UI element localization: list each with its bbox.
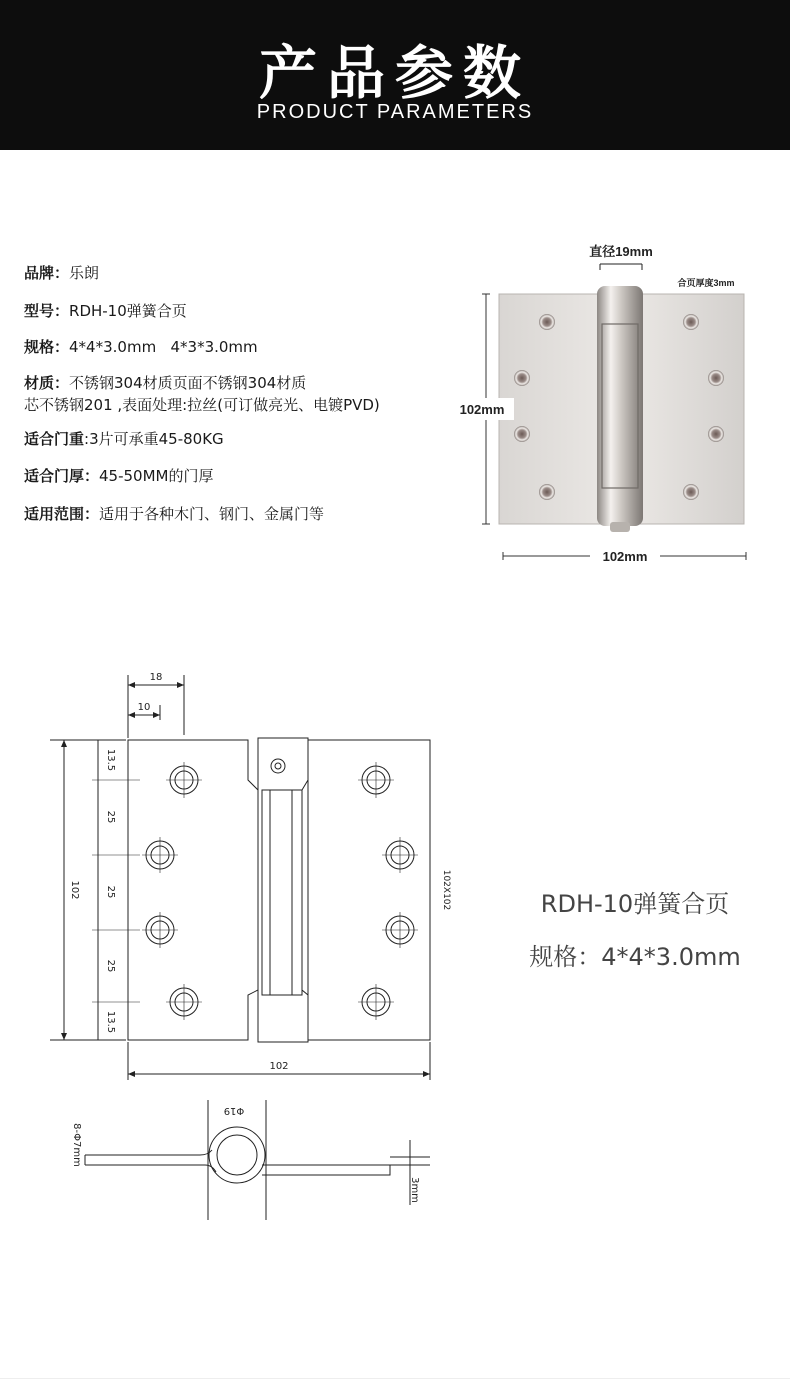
- arrow: [128, 1071, 135, 1077]
- dim-text-10: 10: [137, 702, 151, 713]
- spec-value: 乐朗: [69, 264, 100, 282]
- spec-value: 4*4*3.0mm 4*3*3.0mm: [69, 338, 258, 356]
- dim-text-3mm: 3mm: [409, 1177, 420, 1203]
- spec-value-line2: 芯不锈钢201 ,表面处理:拉丝(可订做亮光、电镀PVD): [24, 396, 380, 414]
- spec-key: 适用范围：: [24, 505, 100, 523]
- technical-drawing: [40, 660, 460, 1240]
- spec-value: 不锈钢304材质页面不锈钢304材质: [69, 374, 307, 392]
- dim-text-18: 18: [149, 672, 163, 683]
- diameter-label: 直径19mm: [589, 244, 653, 259]
- spec-brand: [24, 262, 99, 284]
- hinge-barrel: [597, 286, 643, 526]
- arrow: [128, 682, 135, 688]
- screw-hole: [708, 370, 724, 386]
- hinge-pin-cap: [610, 522, 630, 532]
- spec-key: 品牌：: [24, 264, 70, 282]
- screw-hole: [708, 426, 724, 442]
- pin-hole: [271, 759, 285, 773]
- dim-text-102x102: 102X102: [441, 869, 451, 911]
- arrow: [423, 1071, 430, 1077]
- spec-value: 45-50MM的门厚: [99, 467, 214, 485]
- dim-text-25-b: 25: [105, 885, 116, 899]
- width-label: 102mm: [602, 549, 648, 564]
- screw-hole: [514, 426, 530, 442]
- header-banner: [0, 0, 790, 150]
- right-leaf-outline: [302, 740, 430, 1040]
- dim-text-phi19: Φ19: [223, 1105, 245, 1116]
- spec-door-weight: [24, 428, 224, 450]
- dim-text-102-w: 102: [269, 1061, 289, 1072]
- dim-text-25-c: 25: [105, 959, 116, 973]
- hole-crosshairs: [142, 762, 418, 1020]
- screw-hole: [683, 314, 699, 330]
- arrow: [153, 712, 160, 718]
- spec-key: 材质：: [24, 374, 70, 392]
- spec-material: [24, 372, 380, 416]
- hinge-photo: [459, 238, 770, 578]
- arrow: [61, 740, 67, 747]
- screw-hole: [539, 484, 555, 500]
- bottom-divider: [0, 1378, 790, 1379]
- thickness-label: 合页厚度3mm: [677, 278, 735, 288]
- screw-hole: [539, 314, 555, 330]
- spec-key: 规格：: [24, 338, 70, 356]
- spec-key: 适合门厚：: [24, 467, 100, 485]
- spec-value: :3片可承重45-80KG: [84, 430, 224, 448]
- screw-hole: [683, 484, 699, 500]
- arrow: [128, 712, 135, 718]
- spec-value: RDH-10弹簧合页: [69, 302, 187, 320]
- spec-key: 型号：: [24, 302, 70, 320]
- spec-size: [24, 336, 258, 358]
- spec-scope: [24, 503, 324, 525]
- spec-value: 适用于各种木门、钢门、金属门等: [99, 505, 325, 523]
- spec-door-thickness: [24, 465, 214, 487]
- caption-model: RDH-10弹簧合页: [540, 890, 730, 918]
- hinge-profile: [85, 1100, 430, 1220]
- page-subtitle: PRODUCT PARAMETERS: [256, 101, 534, 123]
- dim-text-13-5-top: 13.5: [105, 748, 116, 772]
- barrel-inner: [262, 790, 302, 995]
- drawing-holes-right: [362, 766, 414, 1016]
- screw-hole: [514, 370, 530, 386]
- dim-text-102-h: 102: [69, 880, 80, 900]
- height-label: 102mm: [459, 402, 505, 417]
- arrow: [61, 1033, 67, 1040]
- arrow: [177, 682, 184, 688]
- dim-text-13-5-bottom: 13.5: [105, 1010, 116, 1034]
- barrel-outline: [258, 738, 308, 1042]
- dim-text-25-a: 25: [105, 810, 116, 824]
- spec-model: [24, 300, 187, 322]
- drawing-holes-left: [146, 766, 198, 1016]
- caption-spec: 规格：4*4*3.0mm: [529, 943, 741, 971]
- spec-key: 适合门重: [24, 430, 85, 448]
- left-leaf-outline: [128, 740, 258, 1040]
- page-title: 产品参数: [258, 39, 531, 107]
- pin-hole-inner: [275, 763, 281, 769]
- dim-text-holes: 8-Φ7mm: [71, 1123, 82, 1167]
